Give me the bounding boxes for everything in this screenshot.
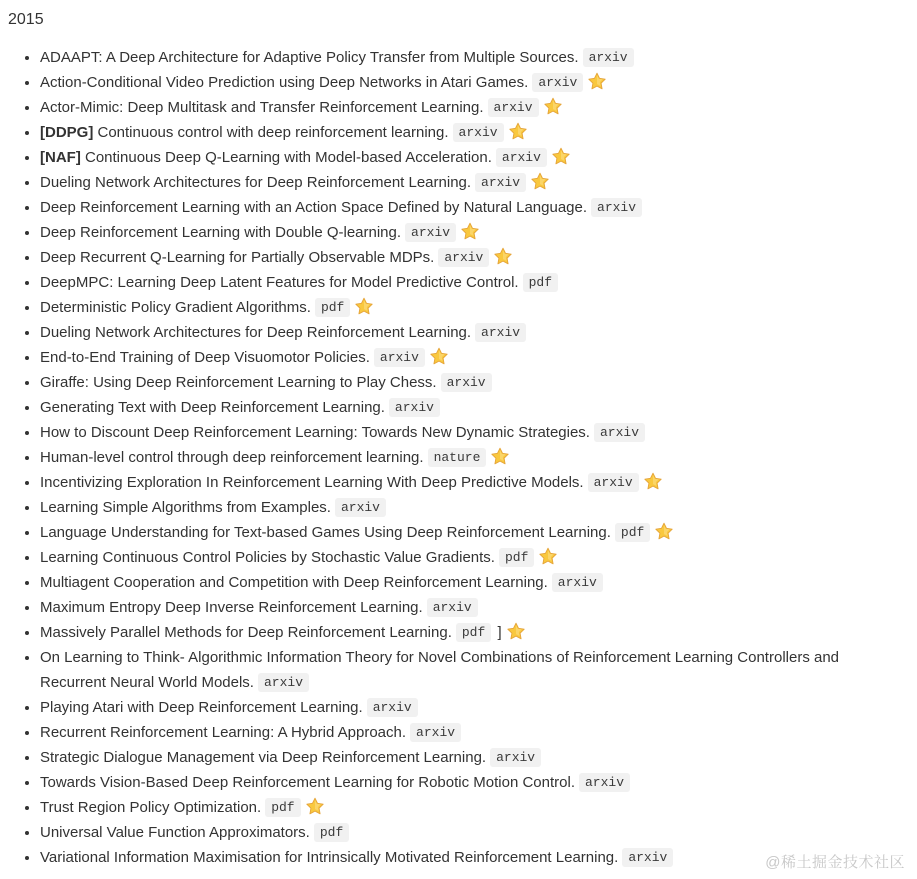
paper-badge-link[interactable]: arxiv: [441, 373, 492, 392]
star-icon: [430, 347, 448, 365]
paper-item: [40, 445, 903, 470]
paper-badge-link[interactable]: arxiv: [579, 773, 630, 792]
paper-title: Continuous Deep Q-Learning with Model-based Acceleration.: [85, 149, 492, 166]
paper-item: [40, 770, 903, 795]
paper-badge-link[interactable]: pdf: [314, 823, 349, 842]
paper-item: [40, 370, 903, 395]
star-icon: [494, 247, 512, 265]
paper-item: [40, 245, 903, 270]
paper-item: [40, 345, 903, 370]
paper-item: [40, 495, 903, 520]
paper-title: Incentivizing Exploration In Reinforcement Learning With Deep Predictive Models.: [40, 474, 584, 491]
paper-title: Deep Recurrent Q-Learning for Partially Observable MDPs.: [40, 249, 435, 266]
paper-title: Strategic Dialogue Management via Deep Reinforcement Learning.: [40, 749, 487, 766]
paper-suffix: ]: [493, 624, 502, 641]
paper-item: [40, 320, 903, 345]
paper-badge-link[interactable]: arxiv: [427, 598, 478, 617]
paper-badge-link[interactable]: arxiv: [622, 848, 673, 867]
paper-title: End-to-End Training of Deep Visuomotor Policies.: [40, 349, 370, 366]
star-icon: [461, 222, 479, 240]
paper-item: [40, 695, 903, 720]
paper-item: [40, 620, 903, 645]
star-icon: [552, 147, 570, 165]
year-heading: 2015: [8, 11, 44, 28]
paper-item: [40, 270, 903, 295]
paper-badge-link[interactable]: arxiv: [488, 98, 539, 117]
paper-item: [40, 220, 903, 245]
paper-item: [40, 745, 903, 770]
star-icon: [355, 297, 373, 315]
paper-item: [40, 795, 903, 820]
paper-badge-link[interactable]: arxiv: [438, 248, 489, 267]
paper-item: [40, 170, 903, 195]
paper-title: Learning Continuous Control Policies by Stochastic Value Gradients.: [40, 549, 495, 566]
paper-item: [40, 645, 903, 695]
star-icon: [588, 72, 606, 90]
paper-title: Giraffe: Using Deep Reinforcement Learning to Play Chess.: [40, 374, 437, 391]
paper-title: Language Understanding for Text-based Games Using Deep Reinforcement Learning.: [40, 524, 611, 541]
paper-prefix: [DDPG]: [40, 124, 98, 141]
paper-item: [40, 145, 903, 170]
paper-title: Massively Parallel Methods for Deep Reinforcement Learning.: [40, 624, 452, 641]
star-icon: [544, 97, 562, 115]
paper-title: Human-level control through deep reinforcement learning.: [40, 449, 424, 466]
star-icon: [539, 547, 557, 565]
paper-title: Generating Text with Deep Reinforcement Learning.: [40, 399, 385, 416]
paper-badge-link[interactable]: arxiv: [367, 698, 418, 717]
paper-title: Dueling Network Architectures for Deep Reinforcement Learning.: [40, 174, 472, 191]
paper-badge-link[interactable]: pdf: [456, 623, 491, 642]
star-icon: [655, 522, 673, 540]
paper-title: Trust Region Policy Optimization.: [40, 799, 262, 816]
star-icon: [491, 447, 509, 465]
paper-badge-link[interactable]: arxiv: [389, 398, 440, 417]
paper-item: [40, 395, 903, 420]
paper-item: [40, 95, 903, 120]
paper-badge-link[interactable]: pdf: [315, 298, 350, 317]
paper-item: [40, 295, 903, 320]
paper-badge-link[interactable]: arxiv: [335, 498, 386, 517]
paper-title: Action-Conditional Video Prediction using Deep Networks in Atari Games.: [40, 74, 529, 91]
paper-item: [40, 545, 903, 570]
paper-item: [40, 70, 903, 95]
paper-title: Multiagent Cooperation and Competition with Deep Reinforcement Learning.: [40, 574, 548, 591]
paper-badge-link[interactable]: pdf: [615, 523, 650, 542]
paper-title: Learning Simple Algorithms from Examples.: [40, 499, 331, 516]
paper-badge-link[interactable]: nature: [428, 448, 487, 467]
paper-title: ADAAPT: A Deep Architecture for Adaptive Policy Transfer from Multiple Sources.: [40, 49, 579, 66]
paper-title: On Learning to Think- Algorithmic Information Theory for Novel Combinations of Reinforcement Learning Controllers and Recurrent Neural World Models.: [40, 649, 840, 691]
paper-badge-link[interactable]: arxiv: [453, 123, 504, 142]
paper-badge-link[interactable]: arxiv: [475, 323, 526, 342]
paper-item: [40, 520, 903, 545]
paper-title: How to Discount Deep Reinforcement Learning: Towards New Dynamic Strategies.: [40, 424, 590, 441]
paper-title: Deep Reinforcement Learning with an Action Space Defined by Natural Language.: [40, 199, 588, 216]
paper-badge-link[interactable]: pdf: [265, 798, 300, 817]
paper-badge-link[interactable]: arxiv: [591, 198, 642, 217]
paper-title: Actor-Mimic: Deep Multitask and Transfer Reinforcement Learning.: [40, 99, 484, 116]
paper-badge-link[interactable]: arxiv: [588, 473, 639, 492]
watermark: @稀土掘金技术社区: [765, 854, 905, 871]
paper-title: Towards Vision-Based Deep Reinforcement Learning for Robotic Motion Control.: [40, 774, 575, 791]
paper-badge-link[interactable]: arxiv: [374, 348, 425, 367]
paper-title: Dueling Network Architectures for Deep Reinforcement Learning.: [40, 324, 472, 341]
star-icon: [507, 622, 525, 640]
paper-item: [40, 570, 903, 595]
paper-title: Playing Atari with Deep Reinforcement Learning.: [40, 699, 363, 716]
paper-badge-link[interactable]: arxiv: [258, 673, 309, 692]
star-icon: [509, 122, 527, 140]
paper-badge-link[interactable]: arxiv: [496, 148, 547, 167]
paper-badge-link[interactable]: arxiv: [594, 423, 645, 442]
paper-item: [40, 595, 903, 620]
paper-title: Deterministic Policy Gradient Algorithms.: [40, 299, 311, 316]
star-icon: [644, 472, 662, 490]
paper-item: [40, 195, 903, 220]
paper-title: Deep Reinforcement Learning with Double Q-learning.: [40, 224, 402, 241]
paper-badge-link[interactable]: arxiv: [405, 223, 456, 242]
paper-title: DeepMPC: Learning Deep Latent Features for Model Predictive Control.: [40, 274, 519, 291]
paper-item: [40, 420, 903, 445]
paper-item: [40, 470, 903, 495]
paper-title: Universal Value Function Approximators.: [40, 824, 310, 841]
paper-badge-link[interactable]: arxiv: [410, 723, 461, 742]
paper-badge-link[interactable]: arxiv: [532, 73, 583, 92]
star-icon: [306, 797, 324, 815]
paper-item: [40, 120, 903, 145]
paper-item: [40, 45, 903, 70]
paper-title: Variational Information Maximisation for Intrinsically Motivated Reinforcement Learning.: [40, 849, 619, 866]
paper-item: [40, 720, 903, 745]
paper-title: Maximum Entropy Deep Inverse Reinforcement Learning.: [40, 599, 423, 616]
paper-badge-link[interactable]: arxiv: [475, 173, 526, 192]
paper-title: Recurrent Reinforcement Learning: A Hybrid Approach.: [40, 724, 407, 741]
paper-title: Continuous control with deep reinforcement learning.: [97, 124, 449, 141]
paper-item: [40, 820, 903, 845]
paper-badge-link[interactable]: arxiv: [552, 573, 603, 592]
paper-badge-link[interactable]: pdf: [523, 273, 558, 292]
paper-prefix: [NAF]: [40, 149, 85, 166]
paper-badge-link[interactable]: pdf: [499, 548, 534, 567]
paper-list: [0, 45, 917, 870]
star-icon: [531, 172, 549, 190]
paper-badge-link[interactable]: arxiv: [583, 48, 634, 67]
paper-badge-link[interactable]: arxiv: [490, 748, 541, 767]
